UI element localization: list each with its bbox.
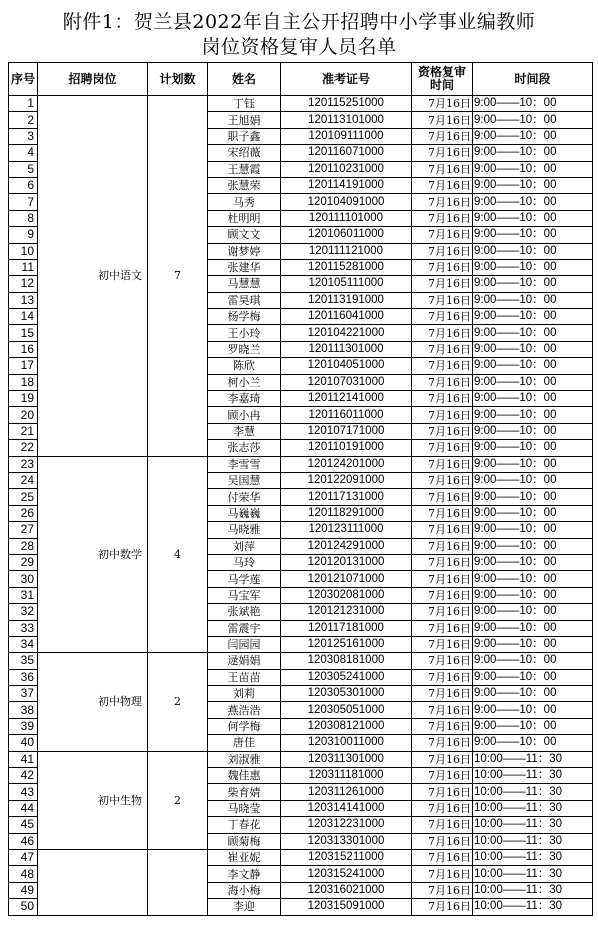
header-name: 姓名 [208,63,281,96]
candidate-name: 张慧荣 [208,177,281,193]
row-number: 37 [9,686,38,702]
time-slot: 9:00——10：00 [473,620,593,636]
row-number: 35 [9,653,38,669]
review-date: 7月16日 [412,571,473,587]
time-slot: 9:00——10：00 [473,587,593,603]
row-number: 2 [9,112,38,128]
exam-id: 120117181000 [281,620,412,636]
review-date: 7月16日 [412,391,473,407]
exam-id: 120315211000 [281,849,412,865]
time-slot: 9:00——10：00 [473,177,593,193]
candidate-name: 马玲 [208,554,281,570]
review-date: 7月16日 [412,751,473,767]
candidate-name: 柯小兰 [208,374,281,390]
exam-id: 120112141000 [281,391,412,407]
candidate-name: 刘萍 [208,538,281,554]
header-slot: 时间段 [473,63,593,96]
row-number: 43 [9,784,38,800]
review-date: 7月16日 [412,587,473,603]
document-title-line1: 附件1：贺兰县2022年自主公开招聘中小学事业编教师 [62,11,536,33]
time-slot: 9:00——10：00 [473,227,593,243]
candidate-name: 雷震宇 [208,620,281,636]
review-date: 7月16日 [412,489,473,505]
review-date: 7月16日 [412,358,473,374]
review-date: 7月16日 [412,440,473,456]
exam-id: 120110231000 [281,161,412,177]
header-post: 招聘岗位 [38,63,148,96]
row-number: 27 [9,522,38,538]
exam-id: 120113101000 [281,112,412,128]
plan-count-cell: 4 [148,456,208,653]
review-date: 7月16日 [412,177,473,193]
row-number: 8 [9,210,38,226]
time-slot: 9:00——10：00 [473,423,593,439]
header-exam-id: 准考证号 [281,63,412,96]
review-date: 7月16日 [412,817,473,833]
plan-count-cell [148,849,208,915]
row-number: 44 [9,800,38,816]
row-number: 42 [9,768,38,784]
candidate-name: 张建华 [208,259,281,275]
review-date: 7月16日 [412,309,473,325]
candidate-name: 马宝军 [208,587,281,603]
review-date: 7月16日 [412,96,473,112]
time-slot: 9:00——10：00 [473,210,593,226]
row-number: 4 [9,145,38,161]
candidate-name: 雷昊琪 [208,292,281,308]
review-date: 7月16日 [412,899,473,915]
time-slot: 9:00——10：00 [473,538,593,554]
candidate-name: 唐佳 [208,735,281,751]
candidate-name: 顾文文 [208,227,281,243]
exam-id: 120114191000 [281,177,412,193]
row-number: 14 [9,309,38,325]
review-date: 7月16日 [412,620,473,636]
row-number: 33 [9,620,38,636]
time-slot: 9:00——10：00 [473,653,593,669]
review-date: 7月16日 [412,210,473,226]
exam-id: 120302081000 [281,587,412,603]
row-number: 41 [9,751,38,767]
exam-id: 120120131000 [281,554,412,570]
candidate-name: 职子鑫 [208,128,281,144]
exam-id: 120116011000 [281,407,412,423]
candidate-table [8,62,593,916]
row-number: 1 [9,96,38,112]
exam-id: 120314141000 [281,800,412,816]
time-slot: 9:00——10：00 [473,341,593,357]
review-date: 7月16日 [412,259,473,275]
time-slot: 9:00——10：00 [473,407,593,423]
candidate-name: 海小梅 [208,882,281,898]
time-slot: 9:00——10：00 [473,472,593,488]
review-date: 7月16日 [412,292,473,308]
candidate-name: 丁春花 [208,817,281,833]
row-number: 13 [9,292,38,308]
time-slot: 9:00——10：00 [473,194,593,210]
exam-id: 120316021000 [281,882,412,898]
time-slot: 9:00——10：00 [473,243,593,259]
review-date: 7月16日 [412,423,473,439]
table-row [9,96,593,112]
exam-id: 120121071000 [281,571,412,587]
exam-id: 120311181000 [281,768,412,784]
review-date: 7月16日 [412,604,473,620]
time-slot: 10:00——11：30 [473,849,593,865]
exam-id: 120312231000 [281,817,412,833]
candidate-name: 张志莎 [208,440,281,456]
time-slot: 9:00——10：00 [473,669,593,685]
row-number: 22 [9,440,38,456]
candidate-name: 柴育婧 [208,784,281,800]
time-slot: 9:00——10：00 [473,440,593,456]
exam-id: 120308181000 [281,653,412,669]
time-slot: 9:00——10：00 [473,636,593,652]
review-date: 7月16日 [412,636,473,652]
row-number: 45 [9,817,38,833]
time-slot: 10:00——11：30 [473,882,593,898]
exam-id: 120107171000 [281,423,412,439]
candidate-name: 逯娟娟 [208,653,281,669]
exam-id: 120115251000 [281,96,412,112]
exam-id: 120124291000 [281,538,412,554]
candidate-name: 罗晓兰 [208,341,281,357]
candidate-name: 刘淑雅 [208,751,281,767]
time-slot: 10:00——11：30 [473,800,593,816]
exam-id: 120125161000 [281,636,412,652]
exam-id: 120117131000 [281,489,412,505]
candidate-name: 何学梅 [208,718,281,734]
row-number: 21 [9,423,38,439]
exam-id: 120116041000 [281,309,412,325]
exam-id: 120106011000 [281,227,412,243]
time-slot: 9:00——10：00 [473,374,593,390]
time-slot: 9:00——10：00 [473,489,593,505]
table-row [9,849,593,865]
row-number: 26 [9,505,38,521]
row-number: 29 [9,554,38,570]
post-cell [38,849,148,915]
row-number: 39 [9,718,38,734]
exam-id: 120305051000 [281,702,412,718]
row-number: 7 [9,194,38,210]
candidate-name: 马晓莹 [208,800,281,816]
candidate-name: 刘莉 [208,686,281,702]
row-number: 46 [9,833,38,849]
exam-id: 120111121000 [281,243,412,259]
exam-id: 120305301000 [281,686,412,702]
time-slot: 10:00——11：30 [473,784,593,800]
time-slot: 10:00——11：30 [473,768,593,784]
row-number: 25 [9,489,38,505]
row-number: 3 [9,128,38,144]
review-date: 7月16日 [412,341,473,357]
candidate-name: 李慧 [208,423,281,439]
row-number: 23 [9,456,38,472]
candidate-name: 马学莲 [208,571,281,587]
review-date: 7月16日 [412,325,473,341]
candidate-name: 顾菊梅 [208,833,281,849]
post-cell: 初中数学 [38,456,148,653]
exam-id: 120113191000 [281,292,412,308]
row-number: 38 [9,702,38,718]
candidate-name: 陈欣 [208,358,281,374]
review-date: 7月16日 [412,882,473,898]
exam-id: 120305241000 [281,669,412,685]
review-date: 7月16日 [412,472,473,488]
exam-id: 120308121000 [281,718,412,734]
exam-id: 120105111000 [281,276,412,292]
row-number: 17 [9,358,38,374]
time-slot: 9:00——10：00 [473,554,593,570]
exam-id: 120315091000 [281,899,412,915]
candidate-name: 张斌艳 [208,604,281,620]
exam-id: 120111301000 [281,341,412,357]
exam-id: 120109111000 [281,128,412,144]
review-date: 7月16日 [412,833,473,849]
row-number: 12 [9,276,38,292]
candidate-name: 马慧慧 [208,276,281,292]
time-slot: 9:00——10：00 [473,309,593,325]
header-plan: 计划数 [148,63,208,96]
review-date: 7月16日 [412,800,473,816]
exam-id: 120311261000 [281,784,412,800]
plan-count-cell: 7 [148,96,208,457]
time-slot: 9:00——10：00 [473,702,593,718]
row-number: 11 [9,259,38,275]
table-row [9,653,593,669]
time-slot: 10:00——11：30 [473,817,593,833]
time-slot: 9:00——10：00 [473,128,593,144]
review-date: 7月16日 [412,768,473,784]
time-slot: 9:00——10：00 [473,161,593,177]
time-slot: 9:00——10：00 [473,604,593,620]
row-number: 24 [9,472,38,488]
time-slot: 9:00——10：00 [473,325,593,341]
row-number: 20 [9,407,38,423]
table-row [9,751,593,767]
row-number: 34 [9,636,38,652]
row-number: 36 [9,669,38,685]
candidate-name: 李文静 [208,866,281,882]
table-body [9,96,593,916]
candidate-name: 宋绍薇 [208,145,281,161]
row-number: 6 [9,177,38,193]
candidate-name: 丁钰 [208,96,281,112]
time-slot: 9:00——10：00 [473,571,593,587]
table-row [9,456,593,472]
header-no: 序号 [9,63,38,96]
exam-id: 120124201000 [281,456,412,472]
exam-id: 120313301000 [281,833,412,849]
candidate-name: 王小玲 [208,325,281,341]
candidate-name: 马秀 [208,194,281,210]
row-number: 32 [9,604,38,620]
row-number: 10 [9,243,38,259]
row-number: 47 [9,849,38,865]
row-number: 40 [9,735,38,751]
time-slot: 9:00——10：00 [473,276,593,292]
time-slot: 10:00——11：30 [473,751,593,767]
candidate-name: 谢梦婷 [208,243,281,259]
header-review-time-line2: 时间 [429,78,454,92]
review-date: 7月16日 [412,718,473,734]
review-date: 7月16日 [412,145,473,161]
row-number: 18 [9,374,38,390]
review-date: 7月16日 [412,112,473,128]
exam-id: 120121231000 [281,604,412,620]
time-slot: 9:00——10：00 [473,358,593,374]
review-date: 7月16日 [412,276,473,292]
exam-id: 120104091000 [281,194,412,210]
candidate-name: 燕浩浩 [208,702,281,718]
review-date: 7月16日 [412,866,473,882]
review-date: 7月16日 [412,538,473,554]
time-slot: 10:00——11：30 [473,899,593,915]
time-slot: 10:00——11：30 [473,833,593,849]
exam-id: 120116071000 [281,145,412,161]
candidate-name: 马晓雅 [208,522,281,538]
exam-id: 120104221000 [281,325,412,341]
exam-id: 120310011000 [281,735,412,751]
table-header-row [9,63,593,96]
candidate-name: 杜明明 [208,210,281,226]
candidate-name: 杨学梅 [208,309,281,325]
time-slot: 9:00——10：00 [473,391,593,407]
time-slot: 9:00——10：00 [473,522,593,538]
time-slot: 9:00——10：00 [473,96,593,112]
review-date: 7月16日 [412,194,473,210]
exam-id: 120315241000 [281,866,412,882]
time-slot: 9:00——10：00 [473,735,593,751]
row-number: 5 [9,161,38,177]
post-cell: 初中生物 [38,751,148,849]
time-slot: 9:00——10：00 [473,718,593,734]
row-number: 50 [9,899,38,915]
review-date: 7月16日 [412,669,473,685]
time-slot: 9:00——10：00 [473,112,593,128]
exam-id: 120110191000 [281,440,412,456]
row-number: 19 [9,391,38,407]
review-date: 7月16日 [412,686,473,702]
time-slot: 9:00——10：00 [473,292,593,308]
exam-id: 120123111000 [281,522,412,538]
candidate-name: 吴国慧 [208,472,281,488]
header-review-time [412,63,473,96]
time-slot: 10:00——11：30 [473,866,593,882]
review-date: 7月16日 [412,702,473,718]
exam-id: 120107031000 [281,374,412,390]
candidate-name: 崔亚妮 [208,849,281,865]
review-date: 7月16日 [412,128,473,144]
review-date: 7月16日 [412,407,473,423]
header-review-time-line1: 资格复审 [417,65,466,79]
row-number: 31 [9,587,38,603]
candidate-name: 王慧霞 [208,161,281,177]
review-date: 7月16日 [412,849,473,865]
candidate-name: 李嘉琦 [208,391,281,407]
exam-id: 120311301000 [281,751,412,767]
candidate-name: 马巍巍 [208,505,281,521]
time-slot: 9:00——10：00 [473,145,593,161]
candidate-name: 付荣华 [208,489,281,505]
row-number: 16 [9,341,38,357]
post-cell: 初中物理 [38,653,148,751]
exam-id: 120104051000 [281,358,412,374]
time-slot: 9:00——10：00 [473,259,593,275]
review-date: 7月16日 [412,456,473,472]
review-date: 7月16日 [412,784,473,800]
exam-id: 120115281000 [281,259,412,275]
review-date: 7月16日 [412,505,473,521]
exam-id: 120111101000 [281,210,412,226]
candidate-name: 魏佳惠 [208,768,281,784]
row-number: 48 [9,866,38,882]
candidate-name: 闫园园 [208,636,281,652]
candidate-name: 王苗苗 [208,669,281,685]
review-date: 7月16日 [412,554,473,570]
row-number: 28 [9,538,38,554]
row-number: 9 [9,227,38,243]
review-date: 7月16日 [412,653,473,669]
post-cell: 初中语文 [38,96,148,457]
time-slot: 9:00——10：00 [473,456,593,472]
review-date: 7月16日 [412,161,473,177]
candidate-name: 顾小冉 [208,407,281,423]
document-title-line2: 岗位资格复审人员名单 [201,36,397,58]
candidate-name: 王旭娟 [208,112,281,128]
row-number: 30 [9,571,38,587]
exam-id: 120118291000 [281,505,412,521]
time-slot: 9:00——10：00 [473,505,593,521]
row-number: 15 [9,325,38,341]
review-date: 7月16日 [412,227,473,243]
review-date: 7月16日 [412,522,473,538]
plan-count-cell: 2 [148,751,208,849]
plan-count-cell: 2 [148,653,208,751]
time-slot: 9:00——10：00 [473,686,593,702]
candidate-name: 李迎 [208,899,281,915]
review-date: 7月16日 [412,243,473,259]
review-date: 7月16日 [412,374,473,390]
candidate-name: 李雪雪 [208,456,281,472]
row-number: 49 [9,882,38,898]
exam-id: 120122091000 [281,472,412,488]
review-date: 7月16日 [412,735,473,751]
